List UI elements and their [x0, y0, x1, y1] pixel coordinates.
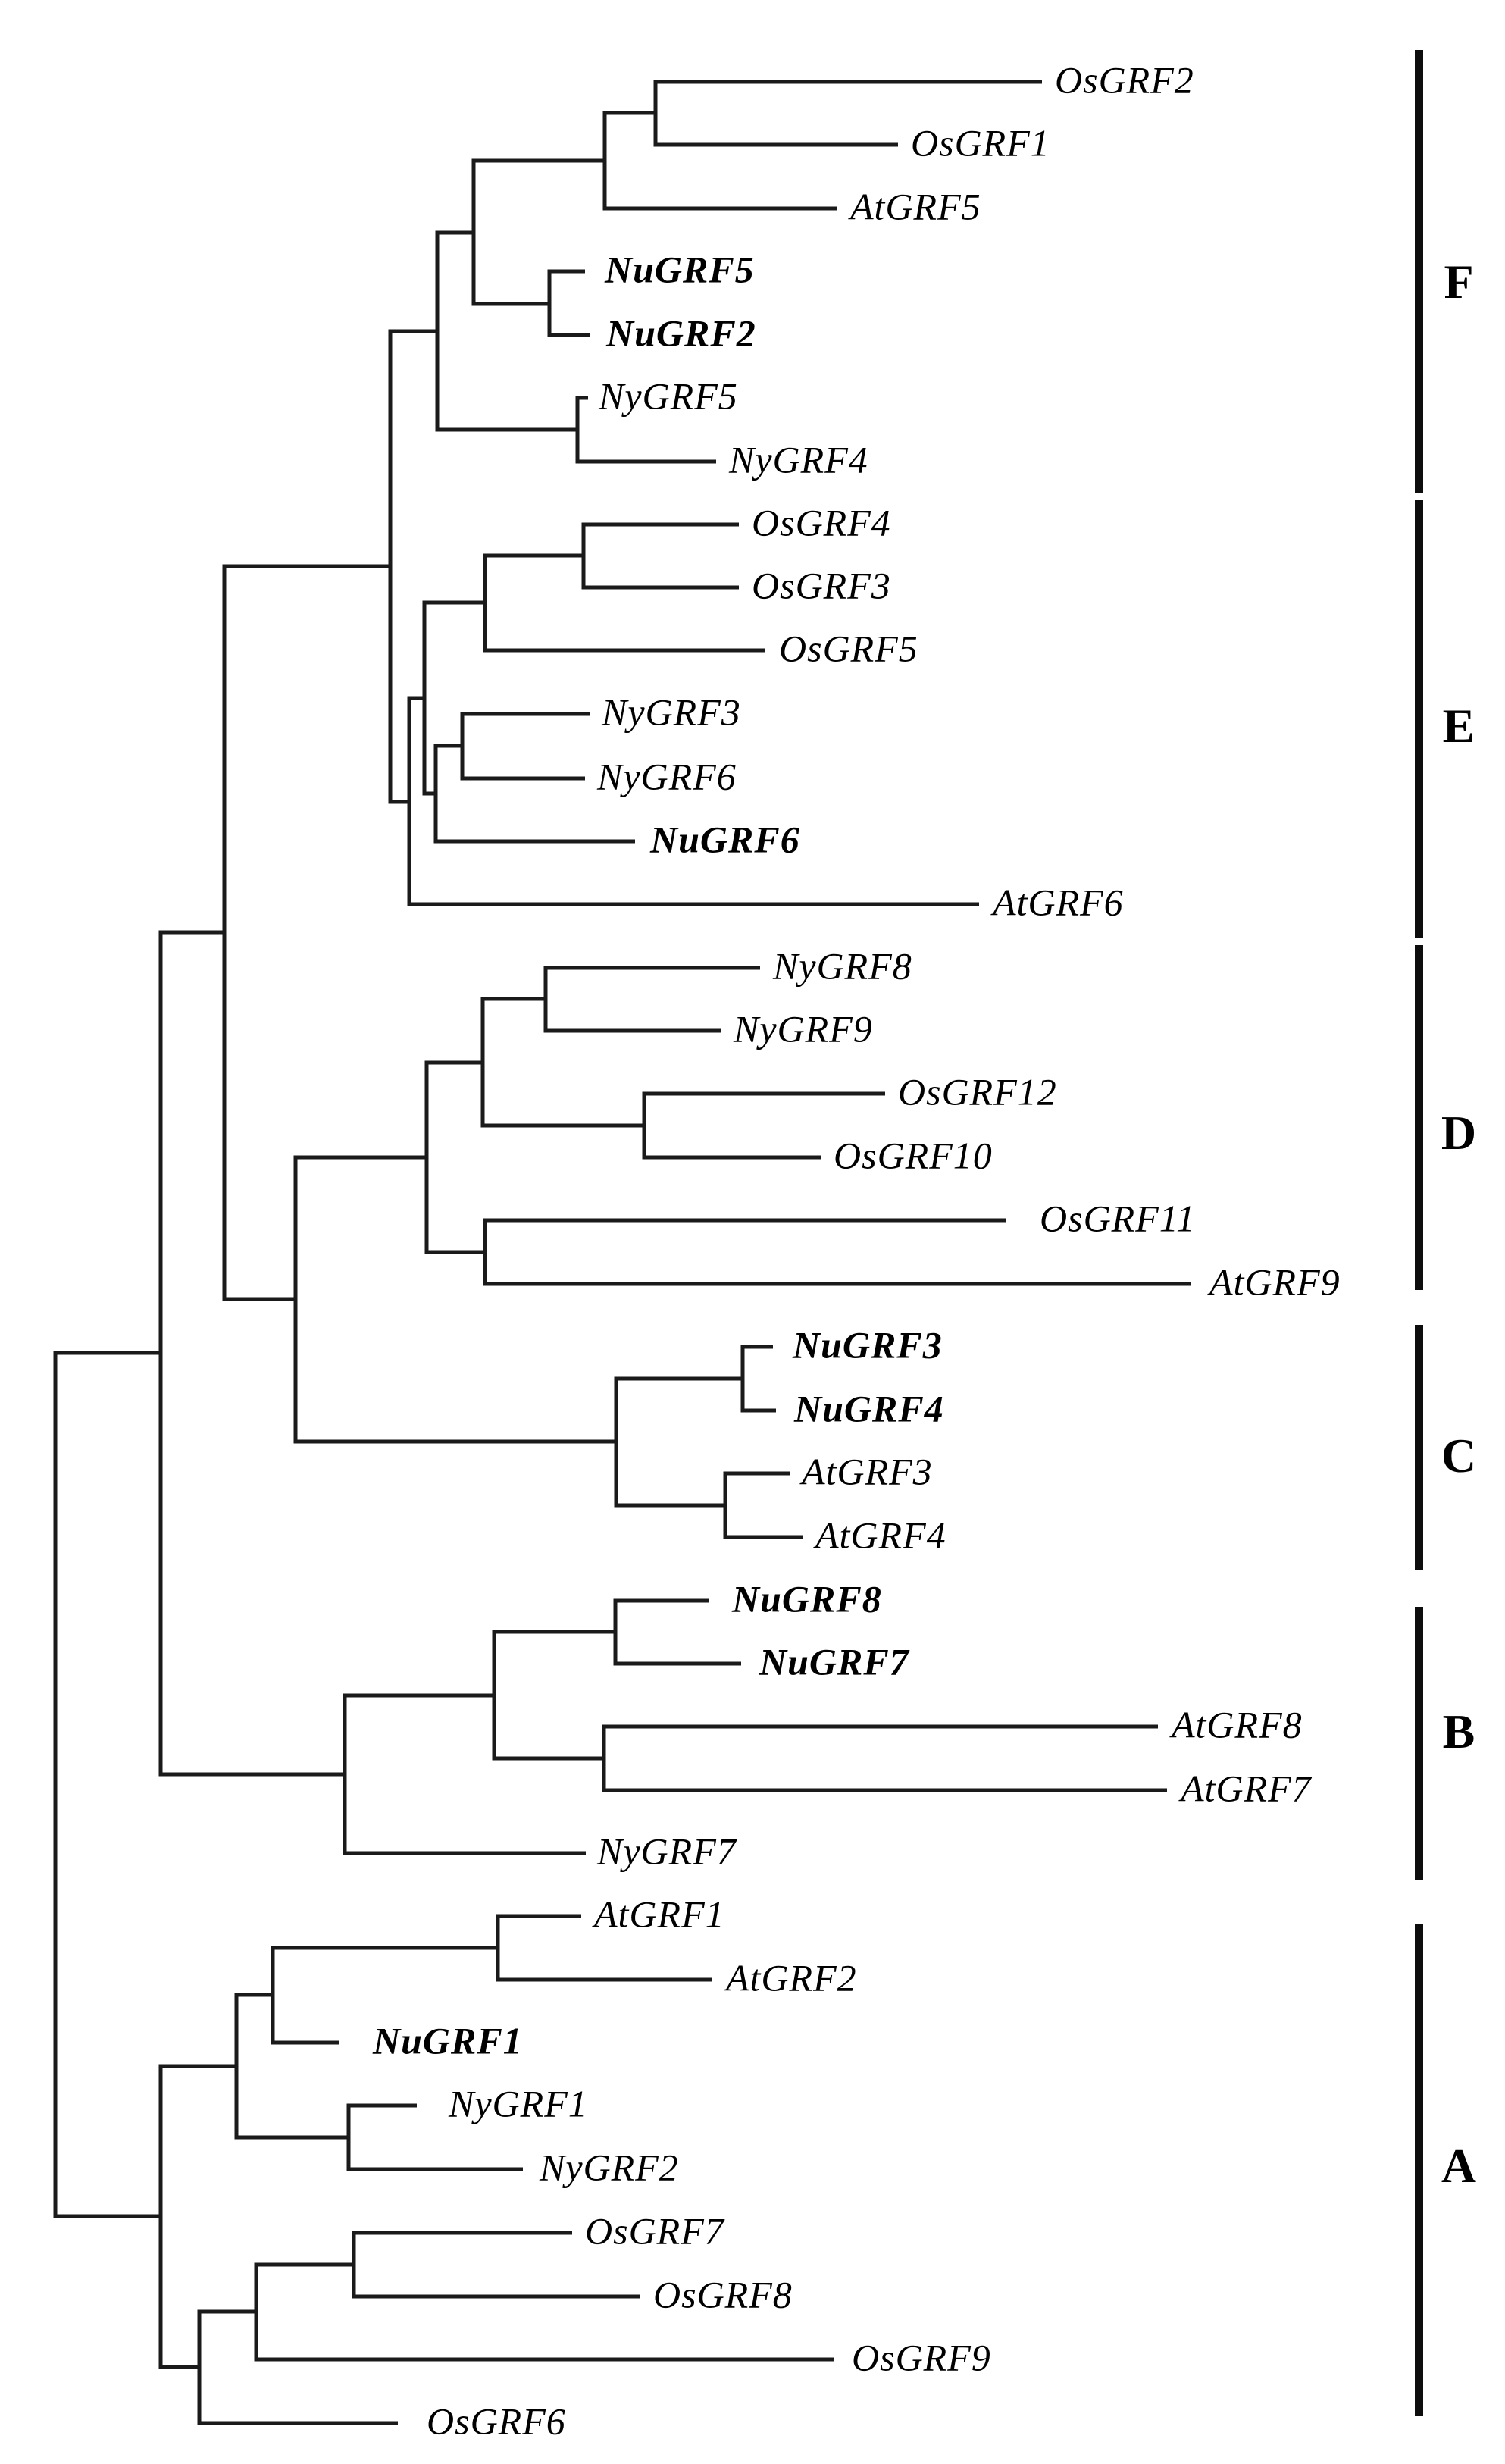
taxon-label-OsGRF5: OsGRF5 [779, 627, 918, 670]
taxon-label-NyGRF8: NyGRF8 [773, 944, 912, 988]
clade-bar-B [1415, 1607, 1423, 1880]
taxon-label-NyGRF5: NyGRF5 [599, 374, 738, 418]
clade-letter-A: A [1441, 2139, 1477, 2193]
taxon-label-OsGRF6: OsGRF6 [427, 2400, 566, 2443]
taxon-label-NyGRF3: NyGRF3 [602, 690, 741, 734]
taxon-label-AtGRF7: AtGRF7 [1181, 1767, 1312, 1810]
taxon-label-NyGRF2: NyGRF2 [540, 2146, 679, 2189]
taxon-label-OsGRF4: OsGRF4 [752, 501, 891, 544]
taxon-label-NuGRF4: NuGRF4 [794, 1387, 944, 1430]
taxon-label-AtGRF6: AtGRF6 [993, 881, 1124, 924]
taxon-label-OsGRF1: OsGRF1 [911, 121, 1050, 164]
taxon-label-AtGRF9: AtGRF9 [1209, 1260, 1341, 1304]
taxon-label-NuGRF5: NuGRF5 [605, 248, 755, 291]
taxon-label-NuGRF3: NuGRF3 [793, 1323, 943, 1367]
taxon-label-NyGRF4: NyGRF4 [729, 438, 868, 481]
clade-letter-B: B [1442, 1705, 1475, 1758]
clade-letter-D: D [1441, 1106, 1477, 1160]
taxon-label-OsGRF3: OsGRF3 [752, 564, 891, 607]
taxon-label-NuGRF1: NuGRF1 [373, 2019, 523, 2062]
taxon-label-NyGRF9: NyGRF9 [734, 1007, 873, 1050]
taxon-label-NuGRF7: NuGRF7 [759, 1640, 909, 1683]
taxon-label-AtGRF3: AtGRF3 [802, 1450, 933, 1493]
taxon-label-OsGRF11: OsGRF11 [1040, 1197, 1197, 1240]
taxon-label-OsGRF2: OsGRF2 [1055, 58, 1194, 102]
clade-bar-F [1415, 50, 1423, 493]
taxon-label-NuGRF8: NuGRF8 [732, 1577, 882, 1620]
taxon-label-NuGRF6: NuGRF6 [650, 818, 800, 861]
taxon-label-NyGRF7: NyGRF7 [597, 1830, 737, 1873]
taxon-label-OsGRF9: OsGRF9 [852, 2336, 991, 2379]
taxon-label-AtGRF4: AtGRF4 [815, 1514, 946, 1557]
clade-bar-C [1415, 1325, 1423, 1570]
taxon-label-AtGRF5: AtGRF5 [850, 185, 981, 228]
taxon-label-NyGRF1: NyGRF1 [449, 2082, 588, 2125]
taxon-label-AtGRF2: AtGRF2 [726, 1956, 857, 1999]
taxon-label-AtGRF8: AtGRF8 [1172, 1703, 1303, 1746]
clade-letter-E: E [1442, 699, 1475, 753]
taxon-label-OsGRF8: OsGRF8 [653, 2273, 793, 2316]
taxon-label-OsGRF10: OsGRF10 [834, 1134, 993, 1177]
clade-letter-C: C [1441, 1429, 1477, 1482]
taxon-label-OsGRF7: OsGRF7 [585, 2209, 724, 2253]
taxon-label-OsGRF12: OsGRF12 [898, 1070, 1057, 1113]
clade-bar-D [1415, 945, 1423, 1290]
clade-bar-A [1415, 1924, 1423, 2416]
taxon-label-NyGRF6: NyGRF6 [597, 755, 737, 798]
taxon-label-AtGRF1: AtGRF1 [594, 1893, 725, 1936]
clade-bar-E [1415, 500, 1423, 938]
taxon-label-NuGRF2: NuGRF2 [606, 312, 756, 355]
clade-letter-F: F [1444, 255, 1474, 308]
